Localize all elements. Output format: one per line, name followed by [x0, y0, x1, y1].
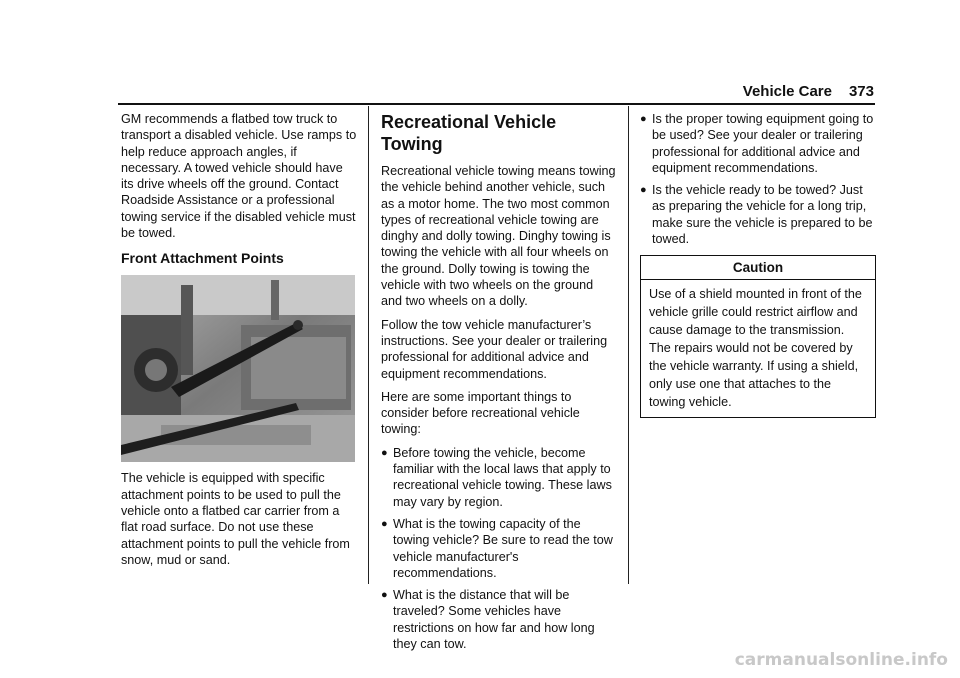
list-item: ● What is the towing capacity of the towing vehicle? Be sure to read the tow vehicle manufacturer's recommendations. — [381, 516, 613, 580]
list-item: ● Is the vehicle ready to be towed? Just as preparing the vehicle for a long trip, make sure the vehicle is prepared to be towed. — [640, 183, 873, 247]
rv-towing-paragraph-3: Here are some important things to consider before recreational vehicle towing: — [381, 389, 580, 437]
rv-towing-checklist — [381, 445, 617, 653]
front-attachment-heading: Front Attachment Points — [121, 250, 284, 267]
list-item: ● Before towing the vehicle, become familiar with the local laws that apply to recreational vehicle towing. These laws may vary by region. — [381, 445, 612, 509]
bullet-icon: ● — [381, 589, 388, 602]
rv-towing-paragraph-2: Follow the tow vehicle manufacturer’s instructions. See your dealer or trailering professional for additional advice and equipment recommendations. — [381, 317, 608, 381]
running-header-section: Vehicle Care — [742, 83, 832, 100]
column-2 — [381, 111, 617, 658]
watermark: carmanualsonline.info — [734, 650, 948, 670]
column-1 — [121, 111, 357, 575]
rv-towing-heading: Recreational Vehicle Towing — [381, 112, 557, 154]
attachment-points-photo — [121, 275, 355, 462]
bullet-icon: ● — [640, 113, 647, 125]
rv-towing-checklist-continued — [640, 111, 876, 247]
tow-truck-paragraph: GM recommends a flatbed tow truck to transport a disabled vehicle. Use ramps to help reduce approach angles, if necessary. A towed vehicle should have its drive wheels off the ground. Contact Roadside Assistance or a professional towing service if the disabled vehicle must be towed. — [121, 112, 357, 241]
header-rule — [118, 103, 875, 105]
rv-towing-paragraph-1: Recreational vehicle towing means towing the vehicle behind another vehicle, such as a motor home. The two most common types of recreational vehicle towing are dinghy and dolly towing. Dinghy towing is towing the vehicle with all four wheels on the ground. Dolly towing is towing the vehicle with two wheels on the ground and two wheels on a dolly. — [381, 164, 616, 309]
attachment-points-paragraph: The vehicle is equipped with specific attachment points to be used to pull the vehicle onto a flatbed car carrier from a flat road surface. Do not use these attachment points to pull the vehicle from snow, mud or sand. — [121, 471, 350, 567]
list-item: ● Is the proper towing equipment going to be used? See your dealer or trailering professional for additional advice and equipment recommendations. — [640, 112, 874, 175]
list-item: ● What is the distance that will be traveled? Some vehicles have restrictions on how far and how long they can tow. — [381, 588, 595, 652]
bullet-icon: ● — [381, 517, 388, 530]
column-divider-right — [628, 106, 629, 584]
page-number: 373 — [848, 83, 874, 100]
caution-text: Use of a shield mounted in front of the vehicle grille could restrict airflow and cause damage to the transmission. The repairs would not be covered by the vehicle warranty. If using a shield, only use one that attaches to the towing vehicle. — [649, 287, 862, 410]
column-3 — [640, 111, 876, 418]
bullet-icon: ● — [640, 184, 647, 197]
column-divider-left — [368, 106, 369, 584]
caution-box — [640, 255, 876, 418]
caution-title: Caution — [641, 256, 875, 280]
bullet-icon: ● — [381, 446, 388, 459]
